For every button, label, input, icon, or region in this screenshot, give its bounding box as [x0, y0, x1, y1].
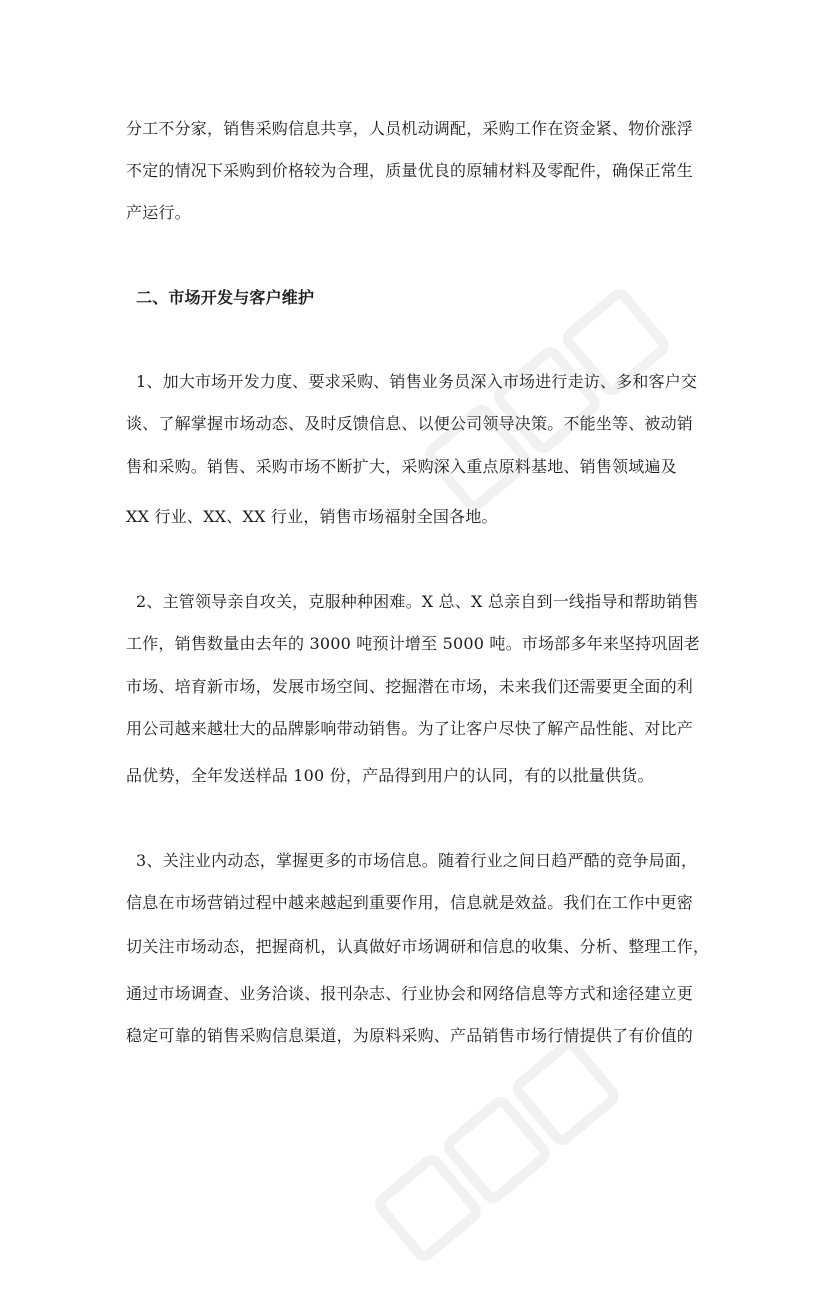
paragraph-line: 2、主管领导亲自攻关，克服种种困难。X 总、X 总亲自到一线指导和帮助销售 — [136, 592, 699, 611]
paragraph-line: 售和采购。销售、采购市场不断扩大，采购深入重点原料基地、销售领域遍及 — [126, 457, 677, 476]
paragraph-line: 3、关注业内动态，掌握更多的市场信息。随着行业之间日趋严酷的竞争局面， — [136, 851, 698, 870]
paragraph-line: 市场、培育新市场，发展市场空间、挖掘潜在市场，未来我们还需要更全面的利 — [126, 677, 694, 696]
paragraph-line: 分工不分家，销售采购信息共享，人员机动调配，采购工作在资金紧、物价涨浮 — [126, 119, 694, 138]
paragraph-line: 不定的情况下采购到价格较为合理，质量优良的原辅材料及零配件，确保正常生 — [126, 161, 694, 180]
paragraph-line: 稳定可靠的销售采购信息渠道，为原料采购、产品销售市场行情提供了有价值的 — [126, 1026, 694, 1045]
paragraph-line: 切关注市场动态，把握商机，认真做好市场调研和信息的收集、分析、整理工作， — [126, 937, 710, 956]
watermark-mark — [370, 1010, 690, 1310]
paragraph-line: 品优势，全年发送样品 100 份，产品得到用户的认同，有的以批量供货。 — [126, 766, 654, 785]
paragraph-line: 产运行。 — [126, 203, 191, 222]
paragraph-line: 工作，销售数量由去年的 3000 吨预计增至 5000 吨。市场部多年来坚持巩固老 — [126, 634, 700, 653]
paragraph-line: 谈、了解掌握市场动态、及时反馈信息、以便公司领导决策。不能坐等、被动销 — [126, 414, 694, 433]
paragraph-line: 信息在市场营销过程中越来越起到重要作用，信息就是效益。我们在工作中更密 — [126, 893, 694, 912]
paragraph-line: 通过市场调查、业务洽谈、报刊杂志、行业协会和网络信息等方式和途径建立更 — [126, 984, 694, 1003]
paragraph-line: 1、加大市场开发力度、要求采购、销售业务员深入市场进行走访、多和客户交 — [136, 372, 698, 391]
paragraph-line: XX 行业、XX、XX 行业，销售市场福射全国各地。 — [126, 507, 498, 526]
paragraph-line: 用公司越来越壮大的品牌影响带动销售。为了让客户尽快了解产品性能、对比产 — [126, 719, 694, 738]
section-heading: 二、市场开发与客户维护 — [136, 288, 315, 307]
